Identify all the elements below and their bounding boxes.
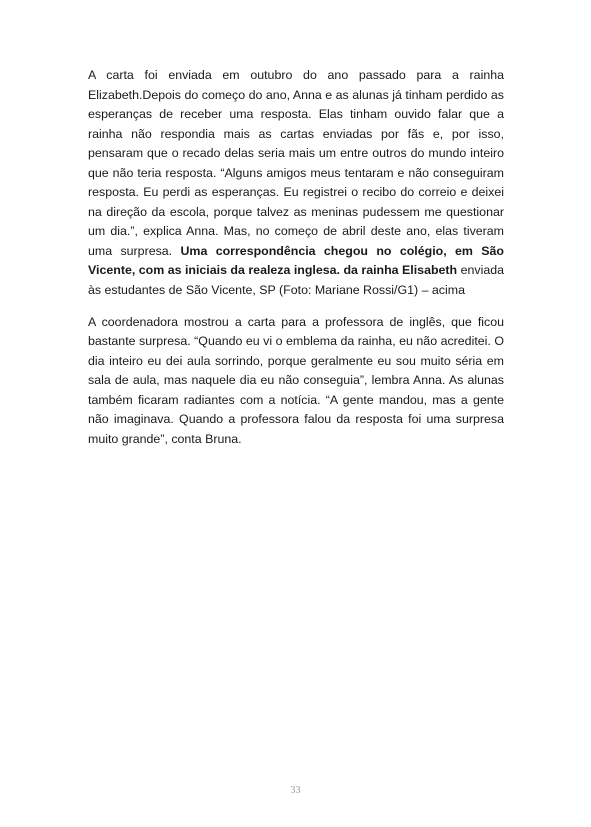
paragraph-1-text-end: enviada às estudantes de São Vicente, SP (Foto: Mariane Rossi/G1) – acima <box>88 263 504 298</box>
page-number: 33 <box>290 785 301 796</box>
body-text <box>88 66 504 449</box>
paragraph-1 <box>88 66 504 301</box>
paragraph-2: A coordenadora mostrou a carta para a professora de inglês, que ficou bastante surpresa. “Quando eu vi o emblema da rainha, eu não acreditei. O dia inteiro eu dei aula sorrindo, porque geralmente eu sou muito séria em sala de aula, mas naquele dia eu não conseguia”, lembra Anna. As alunas também ficaram radiantes com a notícia. “A gente mandou, mas a gente não imaginava. Quando a professora falou da resposta foi uma surpresa muito grande”, conta Bruna. <box>88 314 504 446</box>
paragraph-1-text-start: A carta foi enviada em outubro do ano passado para a rainha Elizabeth.Depois do começo do ano, Anna e as alunas já tinham perdido as esperanças de receber uma resposta. Elas tinham ouvido falar que a rainha não respondia mais as cartas enviadas por fãs e, por isso, pensaram que o recado delas seria mais um entre outros do mundo inteiro que não teria resposta. “Alguns amigos meus tentaram e não conseguiram resposta. Eu perdi as esperanças. Eu registrei o recibo do correio e deixei na direção da escola, porque talvez as meninas pudessem me questionar um dia.”, explica Anna. Mas, no começo de abril deste ano, elas tiveram uma surpresa. <box>88 68 504 258</box>
paragraph-1-bold-caption: Uma correspondência chegou no colégio, em São Vicente, com as iniciais da realeza inglesa. da rainha Elisabeth <box>88 243 505 278</box>
